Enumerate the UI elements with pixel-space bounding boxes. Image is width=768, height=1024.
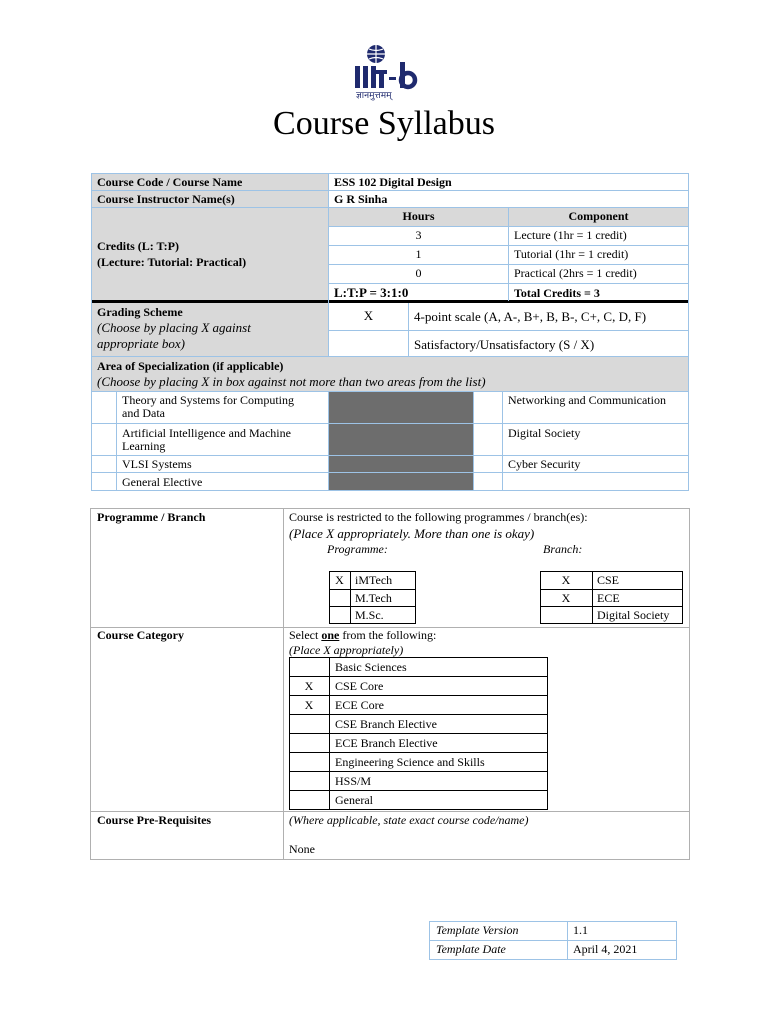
category-hss: HSS/M [335, 774, 372, 788]
category-basic-sciences: Basic Sciences [335, 660, 407, 674]
course-code-value: ESS 102 Digital Design [334, 175, 452, 189]
spec-theory-systems: Theory and Systems for Computing and Data [122, 393, 294, 420]
spec-networking: Networking and Communication [508, 393, 666, 407]
redacted-block [329, 391, 473, 491]
programme-mark-imtech[interactable]: X [335, 573, 344, 587]
category-general: General [335, 793, 373, 807]
programme-mtech: M.Tech [355, 591, 392, 605]
category-instruction: Select one from the following: [289, 628, 437, 642]
hours-header: Hours [402, 209, 435, 223]
spec-general-elective: General Elective [122, 475, 203, 489]
instructor-value: G R Sinha [334, 192, 388, 206]
grading-mark-4point[interactable]: X [363, 308, 374, 323]
branch-mark-cse[interactable]: X [561, 573, 571, 587]
grading-label: Grading Scheme [97, 305, 183, 319]
grading-option-su: Satisfactory/Unsatisfactory (S / X) [414, 337, 595, 352]
category-cse-branch-elective: CSE Branch Elective [335, 717, 437, 731]
category-engineering-science: Engineering Science and Skills [335, 755, 485, 769]
component-lecture: Lecture (1hr = 1 credit) [514, 228, 627, 242]
branch-mark-ece[interactable]: X [561, 591, 571, 605]
category-ece-core: ECE Core [335, 698, 384, 712]
specialization-hint: (Choose by placing X in box against not more than two areas from the list) [97, 374, 486, 389]
category-mark-cse-core[interactable]: X [304, 679, 314, 693]
programme-imtech: iMTech [355, 573, 393, 587]
programme-label: Programme / Branch [97, 510, 206, 524]
hours-lecture: 3 [415, 228, 422, 242]
branch-heading: Branch: [543, 542, 583, 556]
logo-subtext: ज्ञानमुत्तमम् [356, 90, 392, 100]
branch-cse: CSE [597, 573, 620, 587]
spec-vlsi: VLSI Systems [122, 457, 192, 471]
grading-hint-2: appropriate box) [97, 336, 185, 351]
branch-digital-society: Digital Society [597, 608, 670, 622]
hours-practical: 0 [415, 266, 422, 280]
category-label: Course Category [97, 628, 184, 642]
course-code-label: Course Code / Course Name [97, 175, 243, 189]
prereq-hint: (Where applicable, state exact course code/name) [289, 813, 529, 827]
programme-heading: Programme: [327, 542, 388, 556]
template-version-value: 1.1 [573, 923, 588, 937]
category-hint: (Place X appropriately) [289, 643, 404, 657]
category-ece-branch-elective: ECE Branch Elective [335, 736, 438, 750]
institute-logo [350, 44, 420, 104]
credits-label: Credits (L: T:P) [97, 239, 179, 253]
prereq-value: None [289, 842, 315, 856]
instructor-label: Course Instructor Name(s) [97, 192, 235, 206]
ltp-total: L:T:P = 3:1:0 [334, 285, 409, 300]
component-header: Component [568, 209, 629, 223]
component-practical: Practical (2hrs = 1 credit) [514, 266, 637, 280]
total-credits: Total Credits = 3 [514, 286, 600, 300]
credits-sublabel: (Lecture: Tutorial: Practical) [97, 255, 247, 269]
spec-ai-ml: Artificial Intelligence and Machine Learning [122, 426, 291, 453]
component-tutorial: Tutorial (1hr = 1 credit) [514, 247, 629, 261]
programme-hint: (Place X appropriately. More than one is okay) [289, 526, 535, 541]
branch-ece: ECE [597, 591, 620, 605]
category-mark-ece-core[interactable]: X [304, 698, 314, 712]
programme-instruction: Course is restricted to the following programmes / branch(es): [289, 510, 588, 524]
prereq-label: Course Pre-Requisites [97, 813, 212, 827]
grading-option-4point: 4-point scale (A, A-, B+, B, B-, C+, C, D, F) [414, 309, 647, 324]
spec-cyber-security: Cyber Security [508, 457, 581, 471]
grading-hint: (Choose by placing X against [97, 320, 251, 335]
template-date-value: April 4, 2021 [573, 942, 638, 956]
template-date-label: Template Date [436, 942, 506, 956]
page-title: Course Syllabus [273, 105, 495, 142]
specialization-label: Area of Specialization (if applicable) [97, 359, 284, 373]
hours-tutorial: 1 [415, 247, 422, 261]
spec-digital-society: Digital Society [508, 426, 581, 440]
template-version-label: Template Version [436, 923, 519, 937]
programme-msc: M.Sc. [355, 608, 384, 622]
category-cse-core: CSE Core [335, 679, 384, 693]
